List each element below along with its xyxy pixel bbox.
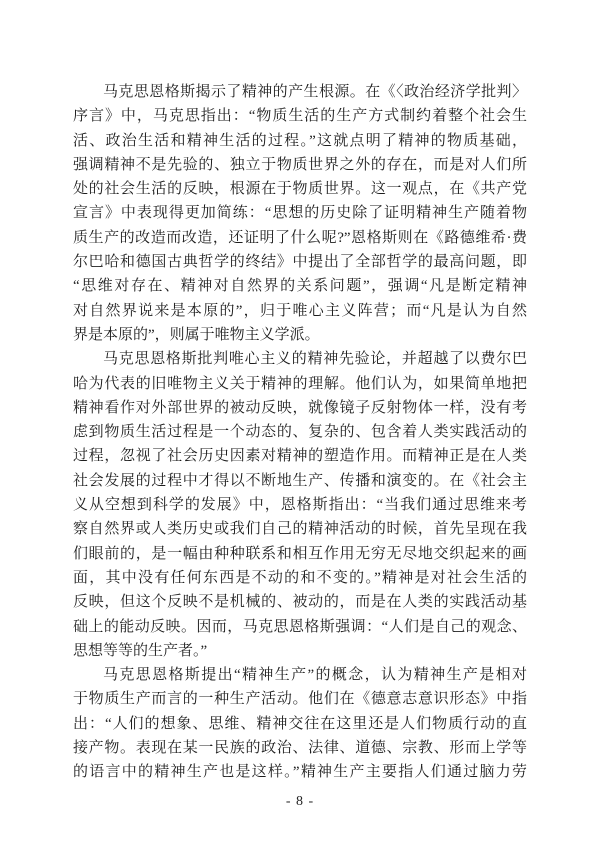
text-line: 界是本原的”，则属于唯物主义学派。: [73, 326, 320, 343]
text-line: 社会发展的过程中才得以不断地生产、传播和演变的。在《社会主: [73, 472, 527, 489]
text-line: 马克思恩格斯提出“精神生产”的概念，认为精神生产是相对: [103, 667, 527, 684]
document-text: [73, 80, 527, 785]
text-line: 思想等等的生产者。”: [73, 642, 208, 659]
text-line: 于物质生产而言的一种生产活动。他们在《德意志意识形态》中指: [73, 691, 527, 708]
text-line: 出：“人们的想象、思维、精神交往在这里还是人们物质行动的直: [73, 715, 527, 732]
text-line: 察自然界或人类历史或我们自己的精神活动的时候，首先呈现在我: [73, 521, 527, 538]
text-line: 义从空想到科学的发展》中，恩格斯指出：“当我们通过思维来考: [73, 497, 527, 514]
text-line: 哈为代表的旧唯物主义关于精神的理解。他们认为，如果简单地把: [73, 375, 527, 392]
text-line: 尔巴哈和德国古典哲学的终结》中提出了全部哲学的最高问题，即: [73, 254, 527, 271]
text-line: 强调精神不是先验的、独立于物质世界之外的存在，而是对人们所: [73, 156, 527, 173]
text-line: 活、政治生活和精神生活的过程。”这就点明了精神的物质基础，: [73, 132, 527, 149]
text-line: 们眼前的，是一幅由种种联系和相互作用无穷无尽地交织起来的画: [73, 545, 527, 562]
text-line: 对自然界说来是本原的”，归于唯心主义阵营；而“凡是认为自然: [73, 302, 527, 319]
text-line: 精神看作对外部世界的被动反映，就像镜子反射物体一样，没有考: [73, 399, 527, 416]
text-line: 过程，忽视了社会历史因素对精神的塑造作用。而精神正是在人类: [73, 448, 527, 465]
text-line: 接产物。表现在某一民族的政治、法律、道德、宗教、形而上学等: [73, 740, 527, 757]
text-line: 础上的能动反映。因而，马克思恩格斯强调：“人们是自己的观念、: [73, 618, 527, 635]
text-line: 宣言》中表现得更加简练：“思想的历史除了证明精神生产随着物: [73, 205, 527, 222]
text-line: 反映，但这个反映不是机械的、被动的，而是在人类的实践活动基: [73, 594, 527, 611]
text-line: 处的社会生活的反映，根源在于物质世界。这一观点，在《共产党: [73, 181, 527, 198]
text-line: 序言》中，马克思指出：“物质生活的生产方式制约着整个社会生: [73, 108, 527, 125]
text-line: 质生产的改造而改造，还证明了什么呢?”恩格斯则在《路德维希·费: [73, 229, 527, 246]
text-line: “思维对存在、精神对自然界的关系问题”，强调“凡是断定精神: [73, 278, 527, 295]
text-line: 马克思恩格斯批判唯心主义的精神先验论，并超越了以费尔巴: [103, 351, 527, 368]
text-line: 面，其中没有任何东西是不动的和不变的。”精神是对社会生活的: [73, 569, 527, 586]
text-line: 虑到物质生活过程是一个动态的、复杂的、包含着人类实践活动的: [73, 424, 527, 441]
text-line: 马克思恩格斯揭示了精神的产生根源。在《〈政治经济学批判〉: [103, 84, 527, 100]
page-number: - 8 -: [285, 794, 315, 809]
text-line: 的语言中的精神生产也是这样。”精神生产主要指人们通过脑力劳: [73, 764, 527, 781]
